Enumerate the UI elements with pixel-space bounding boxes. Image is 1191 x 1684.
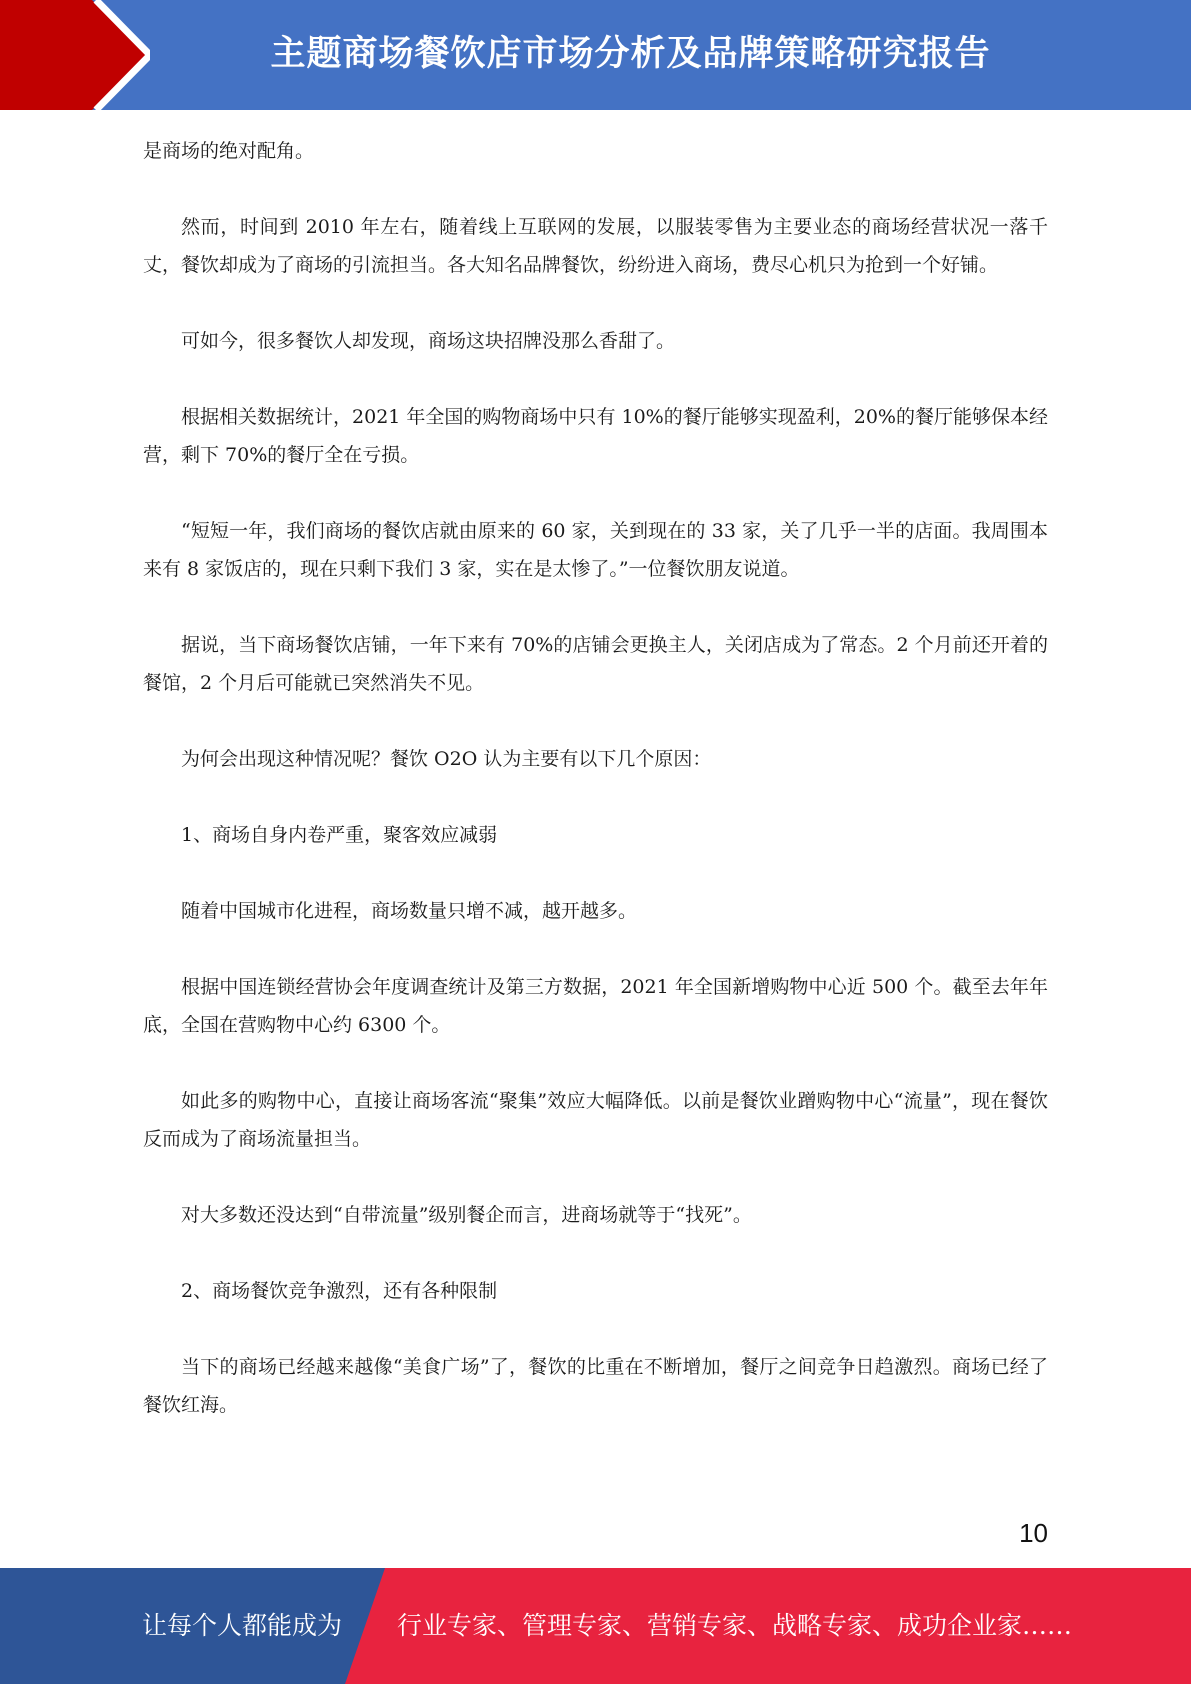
paragraph: 随着中国城市化进程，商场数量只增不减，越开越多。 <box>181 900 638 922</box>
paragraph: 然而，时间到 2010 年左右，随着线上互联网的发展，以服装零售为主要业态的商场经营状况一落千丈，餐饮却成为了商场的引流担当。各大知名品牌餐饮，纷纷进入商场，费尽心机只为抢到一个好铺。 <box>143 216 1048 276</box>
page-number: 10 <box>1019 1518 1048 1548</box>
paragraph: 当下的商场已经越来越像“美食广场”了，餐饮的比重在不断增加，餐厅之间竞争日趋激烈。商场已经了餐饮红海。 <box>143 1356 1048 1416</box>
paragraph: 可如今，很多餐饮人却发现，商场这块招牌没那么香甜了。 <box>181 330 676 352</box>
document-title: 主题商场餐饮店市场分析及品牌策略研究报告 <box>270 34 991 74</box>
paragraph: 根据相关数据统计，2021 年全国的购物商场中只有 10%的餐厅能够实现盈利，20%的餐厅能够保本经营，剩下 70%的餐厅全在亏损。 <box>143 406 1048 466</box>
paragraph: 如此多的购物中心，直接让商场客流“聚集”效应大幅降低。以前是餐饮业蹭购物中心“流量”，现在餐饮反而成为了商场流量担当。 <box>143 1090 1048 1150</box>
header-banner <box>0 0 1191 110</box>
footer-slogan-left: 让每个人都能成为 <box>142 1611 343 1640</box>
paragraph: 为何会出现这种情况呢？餐饮 O2O 认为主要有以下几个原因： <box>181 748 712 770</box>
footer-banner <box>0 1568 1191 1684</box>
section-heading: 2、商场餐饮竞争激烈，还有各种限制 <box>181 1280 498 1302</box>
header-arrow-decoration <box>0 0 150 110</box>
paragraph: 据说，当下商场餐饮店铺，一年下来有 70%的店铺会更换主人，关闭店成为了常态。2 个月前还开着的餐馆，2 个月后可能就已突然消失不见。 <box>143 634 1048 694</box>
paragraph: 是商场的绝对配角。 <box>143 140 315 162</box>
footer-slogan-right: 行业专家、管理专家、营销专家、战略专家、成功企业家…… <box>397 1611 1073 1640</box>
paragraph: 对大多数还没达到“自带流量”级别餐企而言，进商场就等于“找死”。 <box>181 1204 752 1226</box>
document-body <box>143 132 1048 1462</box>
section-heading: 1、商场自身内卷严重，聚客效应减弱 <box>181 824 498 846</box>
paragraph: “短短一年，我们商场的餐饮店就由原来的 60 家，关到现在的 33 家，关了几乎一半的店面。我周围本来有 8 家饭店的，现在只剩下我们 3 家，实在是太惨了。”一位餐饮朋友说道。 <box>143 520 1048 580</box>
paragraph: 根据中国连锁经营协会年度调查统计及第三方数据，2021 年全国新增购物中心近 500 个。截至去年年底，全国在营购物中心约 6300 个。 <box>143 976 1048 1036</box>
